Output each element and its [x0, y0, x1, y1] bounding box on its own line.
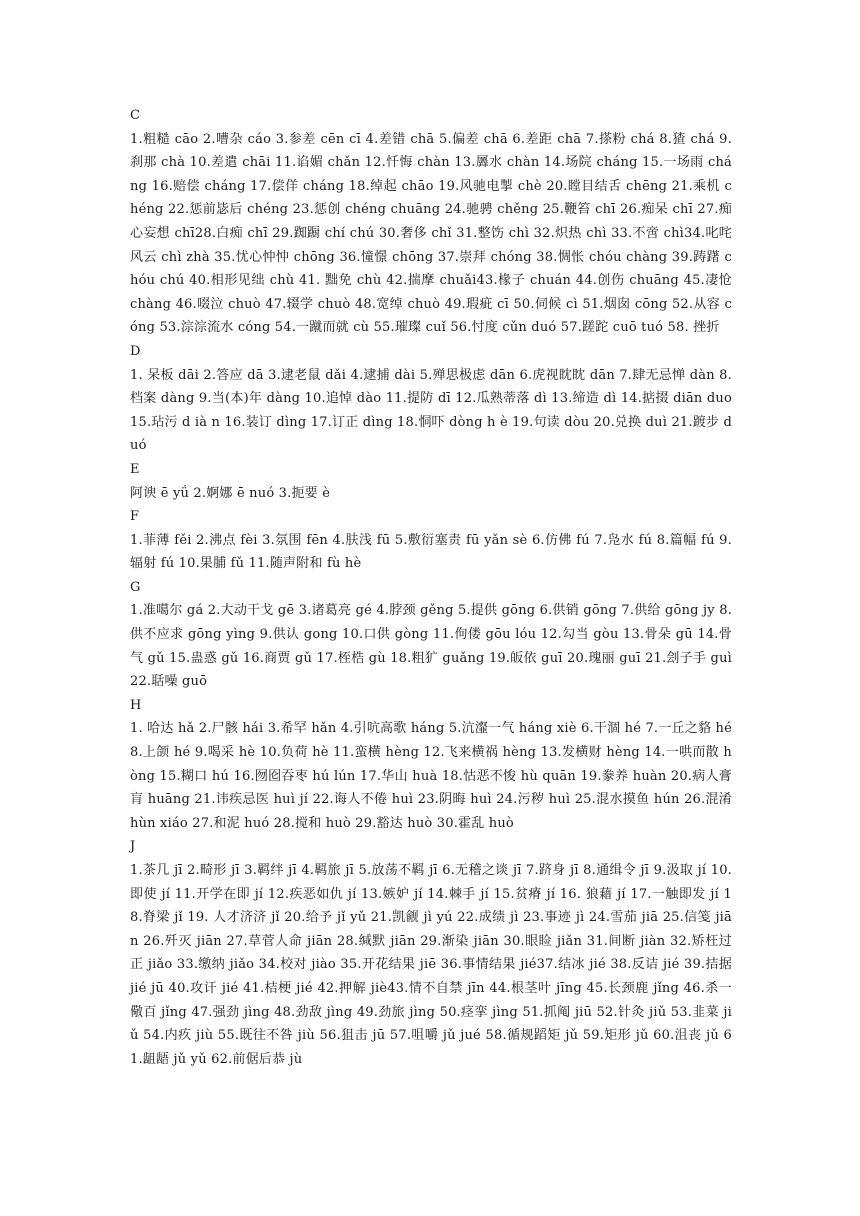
- section-body-g: 1.准噶尔 gá 2.大动干戈 gē 3.诸葛亮 gé 4.脖颈 gěng 5.提供 gōng 6.供销 gōng 7.供给 gōng jy 8.供不应求 gōng yìng 9.供认 gong 10.口供 gòng 11.佝偻 gōu lóu 12.勾当 gòu 13.骨朵 gū 14.骨气 gǔ 15.蛊惑 gǔ 16.商贾 gǔ 17.桎梏 gù 18.粗犷 guǎng 19.皈依 guī 20.瑰丽 guī 21.刽子手 guì 22.聒噪 guō: [130, 603, 732, 690]
- section-heading-j: J: [130, 839, 136, 855]
- section-body-e: 阿谀 ē yǘ 2.婀娜 ē nuó 3.扼要 è: [130, 485, 331, 501]
- section-body-c: 1.粗糙 cāo 2.嘈杂 cáo 3.参差 cēn cī 4.差错 chā 5.偏差 chā 6.差距 chā 7.搽粉 chá 8.猹 chá 9.刹那 chà 10.差遣 chāi 11.谄媚 chǎn 12.忏悔 chàn 13.羼水 chàn 14.场院 cháng 15.一场雨 cháng 16.赔偿 cháng 17.偿佯 cháng 18.绰起 chāo 19.风驰电掣 chè 20.瞠目结舌 chēng 21.乘机 chéng 22.惩前毖后 chéng 23.惩创 chéng chuāng 24.驰骋 chěng 25.鞭笞 chī 26.痴呆 chī 27.痴心妄想 chī28.白痴 chī 29.踟蹰 chí chú 30.奢侈 chǐ 31.整饬 chì 32.炽热 chì 33.不啻 chì34.叱咤风云 chì zhà 35.忧心忡忡 chōng 36.憧憬 chōng 37.崇拜 chóng 38.惆怅 chóu chàng 39.踌躇 chóu chú 40.相形见绌 chù 41. 黜免 chù 42.揣摩 chuǎi43.椽子 chuán 44.创伤 chuāng 45.凄怆 chàng 46.啜泣 chuò 47.辍学 chuò 48.宽绰 chuò 49.瑕疵 cī 50.伺候 cì 51.烟囱 cōng 52.从容 cóng 53.淙淙流水 cóng 54.一蹴而就 cù 55.璀璨 cuǐ 56.忖度 cǔn duó 57.蹉跎 cuō tuó 58. 挫折: [130, 131, 732, 336]
- section-heading-f: F: [130, 509, 140, 525]
- section-body-d: 1. 呆板 dāi 2.答应 dā 3.逮老鼠 dǎi 4.逮捕 dài 5.殚思极虑 dān 6.虎视眈眈 dān 7.肆无忌惮 dàn 8.档案 dàng 9.当(本)年 dàng 10.追悼 dào 11.提防 dī 12.瓜熟蒂落 dì 13.缔造 dì 14.掂掇 diān duo 15.玷污 d ià n 16.装订 dìng 17.订正 dìng 18.恫吓 dòng h è 19.句读 dòu 20.兑换 duì 21.踱步 duó: [130, 367, 732, 454]
- section-heading-c: C: [130, 108, 141, 123]
- section-heading-e: E: [130, 461, 140, 477]
- section-heading-d: D: [130, 343, 141, 359]
- section-heading-h: H: [130, 697, 142, 713]
- section-heading-g: G: [130, 579, 141, 595]
- section-body-j: 1.茶几 jī 2.畸形 jī 3.羁绊 jī 4.羁旅 jī 5.放荡不羁 jī 6.无稽之谈 jī 7.跻身 jī 8.通缉令 jī 9.汲取 jí 10.即使 jí 11.开学在即 jí 12.疾恶如仇 jí 13.嫉妒 jí 14.棘手 jí 15.贫瘠 jí 16. 狼藉 jí 17.一触即发 jí 18.脊梁 jǐ 19. 人才济济 jǐ 20.给予 jǐ yǔ 21.凯觎 jì yú 22.成绩 jì 23.事迹 jì 24.雪茄 jiā 25.信笺 jiān 26.歼灭 jiān 27.草菅人命 jiān 28.缄默 jiān 29.渐染 jiān 30.眼睑 jiǎn 31.间断 jiàn 32.矫枉过正 jiǎo 33.缴纳 jiǎo 34.校对 jiào 35.开花结果 jiē 36.事情结果 jié37.结冰 jié 38.反诘 jié 39.拮据 jié jū 40.攻讦 jié 41.桔梗 jié 42.押解 jiè43.情不自禁 jīn 44.根茎叶 jīng 45.长颈鹿 jǐng 46.杀一儆百 jǐng 47.强劲 jìng 48.劲敌 jìng 49.劲旅 jìng 50.痉挛 jìng 51.抓阄 jiū 52.针灸 jiǔ 53.韭菜 jiǔ 54.内疚 jiù 55.既往不咎 jiù 56.狙击 jū 57.咀嚼 jǔ jué 58.循规蹈矩 jǔ 59.矩形 jǔ 60.沮丧 jǔ 61.龃龉 jǔ yǔ 62.前倨后恭 jù: [130, 863, 732, 1067]
- section-body-h: 1. 哈达 hǎ 2.尸骸 hái 3.希罕 hǎn 4.引吭高歌 háng 5.沆瀣一气 háng xiè 6.干涸 hé 7.一丘之貉 hé 8.上颌 hé 9.喝采 hè 10.负荷 hè 11.蛮横 hèng 12.飞来横祸 hèng 13.发横财 hèng 14.一哄而散 hòng 15.糊口 hú 16.囫囵吞枣 hú lún 17.华山 huà 18.怙恶不悛 hù quān 19.豢养 huàn 20.病人膏肓 huāng 21.讳疾忌医 huì jí 22.诲人不倦 huì 23.阴晦 huì 24.污秽 huì 25.混水摸鱼 hún 26.混淆 hùn xiáo 27.和泥 huó 28.搅和 huò 29.豁达 huò 30.霍乱 huò: [130, 721, 732, 831]
- pinyin-word-list: [130, 104, 732, 1071]
- section-body-f: 1.菲薄 fěi 2.沸点 fèi 3.氛围 fēn 4.肤浅 fū 5.敷衍塞责 fū yǎn sè 6.仿佛 fú 7.凫水 fú 8.篇幅 fú 9.辐射 fú 10.果脯 fǔ 11.随声附和 fù hè: [130, 532, 732, 572]
